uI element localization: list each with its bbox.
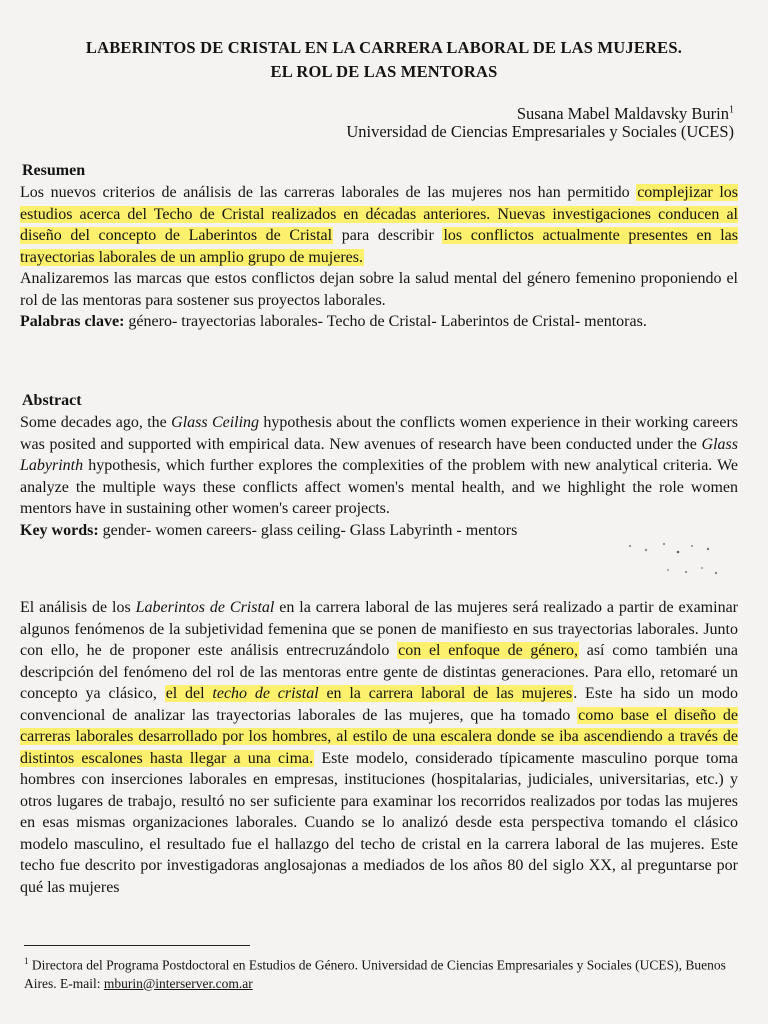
- resumen-keywords: [20, 311, 738, 333]
- body-highlight-3: como base el diseño de carreras laborales desarrollado por los hombres, al estilo de una escalera donde se iba ascendiendo a través de distintos escalones hasta llegar a una cima.: [20, 706, 738, 767]
- footnote: [24, 952, 729, 993]
- body-highlight-2-italic: techo de cristal: [212, 685, 319, 702]
- body-text-3: así como también una descripción del fenómeno del rol de las mentoras entre gente de distintas generaciones. Para ello, retomaré un concepto ya clásico,: [20, 642, 738, 702]
- resumen-paragraph-1: [20, 182, 738, 268]
- body-highlight-2: [165, 685, 574, 702]
- resumen-paragraph-2: Analizaremos las marcas que estos conflictos dejan sobre la salud mental del género femenino proponiendo el rol de las mentoras para sostener sus proyectos laborales.: [20, 270, 738, 309]
- body-text-1: El análisis de los: [20, 599, 136, 616]
- body-highlight-2-pre: el del: [165, 685, 213, 702]
- abstract-paragraph: [20, 412, 738, 520]
- resumen-keywords-text: género- trayectorias laborales- Techo de Cristal- Laberintos de Cristal- mentoras.: [124, 313, 647, 330]
- author-affiliation: Universidad de Ciencias Empresariales y Sociales (UCES): [346, 122, 734, 141]
- author-footnote-mark: 1: [729, 104, 734, 116]
- body-text-5: Este modelo, considerado típicamente masculino porque toma hombres con inserciones laborales en empresas, instituciones (hospitalarias, judiciales, universitarias, etc.) y otros lugares de trabajo, resultó no ser suficiente para examinar los recorridos realizados por todas las mujeres en esas mismas organizaciones laborales. Cuando se lo analizó desde esta perspectiva tomando el clásico modelo masculino, el resultado fue el hallazgo del techo de cristal en la carrera laboral de las mujeres. Este techo fue descrito por investigadoras anglosajonas a mediados de los años 80 del siglo XX, al preguntarse por qué las mujeres: [20, 749, 738, 896]
- body-highlight-2-post: en la carrera laboral de las mujeres: [318, 685, 573, 702]
- footnote-mark: 1: [24, 956, 29, 966]
- body-paragraph: [20, 597, 738, 898]
- resumen-keywords-label: Palabras clave:: [20, 313, 125, 330]
- abstract-text-2: hypothesis about the conflicts women experience in their working careers was posited and supported with empirical data. New avenues of research have been conducted under the: [20, 414, 738, 453]
- scan-noise-specks: [620, 534, 730, 584]
- resumen-text-1b: para describir: [333, 227, 443, 244]
- abstract-glass-ceiling: Glass Ceiling: [171, 414, 260, 431]
- resumen-text-1a: Los nuevos criterios de análisis de las carreras laborales de las mujeres nos han permitido: [20, 184, 637, 201]
- author-name-text: Susana Mabel Maldavsky Burin: [516, 104, 729, 123]
- resumen-body: [20, 182, 738, 333]
- body-text-4: . Este ha sido un modo convencional de analizar las trayectorias laborales de las mujeres, que ha tomado: [20, 685, 739, 724]
- abstract-glass-labyrinth: Glass Labyrinth: [20, 435, 738, 474]
- body-text: [20, 597, 738, 898]
- body-italic-laberintos: Laberintos de Cristal: [135, 599, 275, 616]
- author-name: [517, 104, 734, 124]
- resumen-heading: Resumen: [22, 162, 86, 179]
- paper-title-line-1: LABERINTOS DE CRISTAL EN LA CARRERA LABORAL DE LAS MUJERES.: [85, 38, 683, 57]
- abstract-text-1: Some decades ago, the: [20, 414, 172, 431]
- footnote-email-link[interactable]: mburin@interserver.com.ar: [103, 975, 253, 991]
- abstract-heading: Abstract: [22, 392, 82, 409]
- abstract-text-3: hypothesis, which further explores the complexities of the problem with new analytical criteria. We analyze the multiple ways these conflicts affect women's mental health, and we highlight the role women mentors have in sustaining other women's career projects.: [20, 457, 738, 517]
- body-highlight-1: con el enfoque de género,: [398, 642, 578, 659]
- resumen-highlight-1: complejizar los estudios acerca del Techo de Cristal realizados en décadas anteriores. Nuevas investigaciones conducen al diseño del concepto de Laberintos de Cristal: [20, 184, 738, 244]
- abstract-keywords-text: gender- women careers- glass ceiling- Glass Labyrinth - mentors: [98, 521, 518, 539]
- resumen-highlight-2: los conflictos actualmente presentes en las trayectorias laborales de un amplio grupo de mujeres.: [20, 227, 739, 266]
- abstract-keywords-label: Key words:: [20, 521, 99, 539]
- footnote-divider: [24, 945, 250, 946]
- footnote-text: Directora del Programa Postdoctoral en Estudios de Género. Universidad de Ciencias Empresariales y Sociales (UCES), Buenos Aires. E-mail:: [24, 957, 726, 991]
- paper-title-line-2: EL ROL DE LAS MENTORAS: [270, 62, 498, 81]
- body-text-2: en la carrera laboral de las mujeres será realizado a partir de examinar algunos fenómenos de la subjetividad femenina que se ponen de manifiesto en sus trayectorias laborales. Junto con ello, he de proponer este análisis entrecruzándolo: [20, 599, 738, 659]
- abstract-body: [20, 412, 738, 541]
